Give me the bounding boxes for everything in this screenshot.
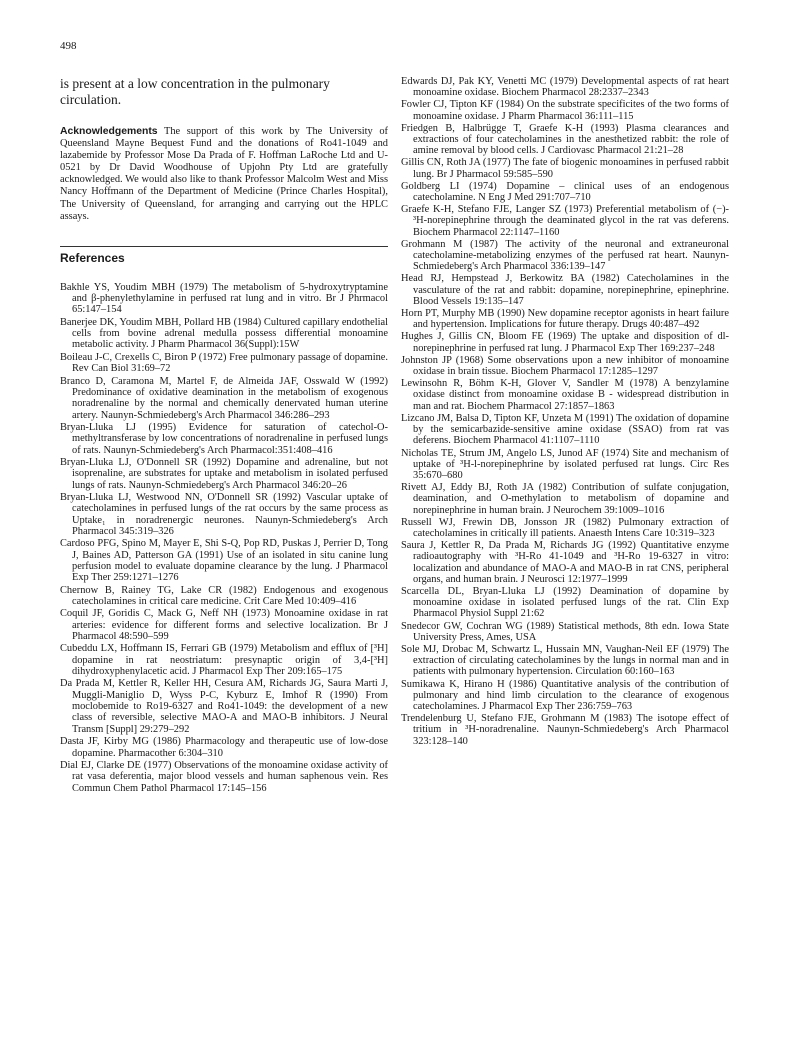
- reference-item: Edwards DJ, Pak KY, Venetti MC (1979) Developmental aspects of rat heart monoamine oxidase. Biochem Pharmacol 28:2337–2343: [401, 76, 729, 99]
- left-column: [60, 76, 388, 795]
- reference-item: Branco D, Caramona M, Martel F, de Almeida JAF, Osswald W (1992) Predominance of oxidative deamination in the metabolism of exogenous noradrenaline by the normal and chemically denervated human uterine artery. Naunyn-Schmiedeberg's Arch Pharmacol 346:286–293: [60, 375, 388, 421]
- reference-item: Sumikawa K, Hirano H (1986) Quantitative analysis of the contribution of pulmonary and hind limb circulation to the clearance of exogenous catecholamines. J Pharmacol Exp Ther 236:759–763: [401, 678, 729, 712]
- reference-item: Fowler CJ, Tipton KF (1984) On the substrate specificites of the two forms of monoamine oxidase. J Pharm Pharmacol 36:111–115: [401, 99, 729, 122]
- reference-item: Boileau J-C, Crexells C, Biron P (1972) Free pulmonary passage of dopamine. Rev Can Biol 31:69–72: [60, 351, 388, 375]
- reference-item: Hughes J, Gillis CN, Bloom FE (1969) The uptake and disposition of dl-norepinephrine in perfused rat lung. J Pharmacol Exp Ther 169:237–248: [401, 331, 729, 354]
- reference-item: Goldberg LI (1974) Dopamine – clinical uses of an endogenous catecholamine. N Eng J Med 291:707–710: [401, 180, 729, 204]
- reference-item: Trendelenburg U, Stefano FJE, Grohmann M (1983) The isotope effect of tritium in ³H-noradrenaline. Naunyn-Schmiedeberg's Arch Pharmacol 323:128–140: [401, 713, 729, 747]
- reference-list-right: [401, 76, 729, 747]
- right-column: [401, 76, 729, 748]
- reference-item: Lewinsohn R, Böhm K-H, Glover V, Sandler M (1978) A benzylamine oxidase distinct from monoamine oxidase B - widespread distribution in man and rat. Biochem Pharmacol 27:1857–1863: [401, 378, 729, 412]
- section-divider: [60, 246, 388, 247]
- page-number: 498: [60, 40, 77, 52]
- reference-item: Nicholas TE, Strum JM, Angelo LS, Junod AF (1974) Site and mechanism of uptake of ³H-l-norepinephrine by isolated perfused rat lungs. Circ Res 35:670–680: [401, 447, 729, 481]
- reference-item: Banerjee DK, Youdim MBH, Pollard HB (1984) Cultured capillary endothelial cells from bovine adrenal medulla possess differential monoamine metabolic activity. J Pharm Pharmacol 36(Suppl):15W: [60, 316, 388, 351]
- reference-item: Scarcella DL, Bryan-Lluka LJ (1992) Deamination of dopamine by monoamine oxidase in isolated perfused lungs of the rat. Clin Exp Pharmacol Physiol Suppl 21:62: [401, 585, 729, 620]
- reference-item: Bryan-Lluka LJ, Westwood NN, O'Donnell SR (1992) Vascular uptake of catecholamines in perfused lungs of the rat occurs by the same process as Uptake₁ in noradrenergic neurones. Naunyn-Schmiedeberg's Arch Pharmacol 345:319–326: [60, 491, 388, 537]
- reference-item: Friedgen B, Halbrügge T, Graefe K-H (1993) Plasma clearances and extractions of four catecholamines in the anesthetized rabbit: the role of amine removal by blood cells. J Cardiovasc Pharmacol 21:21–28: [401, 122, 729, 157]
- reference-item: Grohmann M (1987) The activity of the neuronal and extraneuronal catecholamine-metabolizing enzymes of the perfused rat heart. Naunyn-Schmiedeberg's Arch Pharmacol 336:139–147: [401, 238, 729, 273]
- acknowledgements-text: The support of this work by The University of Queensland Mayne Bequest Fund and the donations of Ro41-1049 and lazabemide by Professor Mose Da Prada of F. Hoffman LaRoche Ltd and U-0521 by Dr David Woodhouse of Upjohn Pty Ltd are gratefully acknowledged. We would also like to thank Professor Malcolm West and Miss Nancy Hoffmann of the Department of Medicine (Prince Charles Hospital), The University of Queensland, for arranging and carrying out the HPLC assays.: [60, 126, 388, 222]
- references-heading: References: [60, 250, 125, 265]
- acknowledgements-heading: Acknowledgements: [60, 126, 158, 137]
- reference-item: Sole MJ, Drobac M, Schwartz L, Hussain MN, Vaughan-Neil EF (1979) The extraction of circulating catecholamines by the lungs in normal man and in patients with pulmonary hypertension. Circulation 60:160–163: [401, 643, 729, 678]
- reference-list-left: [60, 282, 388, 794]
- reference-item: Saura J, Kettler R, Da Prada M, Richards JG (1992) Quantitative enzyme radioautography with ³H-Ro 41-1049 and ³H-Ro 19-6327 in vitro: localization and abundance of MAO-A and MAO-B in rat CNS, peripheral organs, and human brain. J Neurosci 12:1977–1999: [401, 540, 729, 585]
- reference-item: Russell WJ, Frewin DB, Jonsson JR (1982) Pulmonary extraction of catecholamines in critically ill patients. Anaesth Intens Care 10:319–323: [401, 516, 729, 539]
- reference-item: Bryan-Lluka LJ (1995) Evidence for saturation of catechol-O-methyltransferase by low concentrations of noradrenaline in perfused lungs of rats. Naunyn-Schmiedeberg's Arch Pharmacol:351:408–416: [60, 421, 388, 456]
- reference-item: Dasta JF, Kirby MG (1986) Pharmacology and therapeutic use of low-dose dopamine. Pharmacother 6:304–310: [60, 736, 388, 759]
- reference-item: Graefe K-H, Stefano FJE, Langer SZ (1973) Preferential metabolism of (−)-³H-norepinephrine through the deaminated glycol in the rat vas deferens. Biochem Pharmacol 22:1147–1160: [401, 204, 729, 238]
- reference-item: Johnston JP (1968) Some observations upon a new inhibitor of monoamine oxidase in brain tissue. Biochem Pharmacol 17:1285–1297: [401, 354, 729, 378]
- reference-item: Lizcano JM, Balsa D, Tipton KF, Unzeta M (1991) The oxidation of dopamine by the semicarbazide-sensitive amine oxidase (SSAO) from rat vas deferens. Biochem Pharmacol 41:1107–1110: [401, 412, 729, 447]
- reference-item: Cardoso PFG, Spino M, Mayer E, Shi S-Q, Pop RD, Puskas J, Perrier D, Tong J, Baines AD, Patterson GA (1991) Use of an isolated in situ canine lung perfusion model to evaluate dopamine clearance by the lung. J Pharmacol Exp Ther 259:1271–1276: [60, 538, 388, 584]
- reference-item: Gillis CN, Roth JA (1977) The fate of biogenic monoamines in perfused rabbit lung. Br J Pharmacol 59:585–590: [401, 157, 729, 180]
- reference-item: Snedecor GW, Cochran WG (1989) Statistical methods, 8th edn. Iowa State University Press, Ames, USA: [401, 620, 729, 643]
- reference-item: Bryan-Lluka LJ, O'Donnell SR (1992) Dopamine and adrenaline, but not isoprenaline, are substrates for uptake and metabolism in isolated perfused lungs of rats. Naunyn-Schmiedeberg's Arch Pharmacol 346:20–26: [60, 456, 388, 491]
- reference-item: Bakhle YS, Youdim MBH (1979) The metabolism of 5-hydroxytryptamine and β-phenylethylamine in perfused rat lung and in vitro. Br J Phrmacol 65:147–154: [60, 281, 388, 316]
- reference-item: Cubeddu LX, Hoffmann IS, Ferrari GB (1979) Metabolism and efflux of [³H] dopamine in rat neostriatum: presynaptic origin of 3,4-[³H] dihydroxyphenylacetic acid. J Pharmacol Exp Ther 209:165–175: [60, 643, 388, 678]
- reference-item: Horn PT, Murphy MB (1990) New dopamine receptor agonists in heart failure and hypertension. Implications for future therapy. Drugs 40:487–492: [401, 308, 729, 331]
- reference-item: Coquil JF, Goridis C, Mack G, Neff NH (1973) Monoamine oxidase in rat arteries: evidence for different forms and selective localization. Br J Pharmacol 48:590–599: [60, 608, 388, 643]
- reference-item: Da Prada M, Kettler R, Keller HH, Cesura AM, Richards JG, Saura Marti J, Muggli-Maniglio D, Wyss P-C, Kyburz E, Imhof R (1990) From moclobemide to Ro19-6327 and Ro41-1049: the development of a new class of reversible, selective MAO-A and MAO-B inhibitors. J Neural Transm [Suppl] 29:279–292: [60, 678, 388, 735]
- intro-paragraph: is present at a low concentration in the pulmonary circulation.: [60, 76, 330, 107]
- reference-item: Chernow B, Rainey TG, Lake CR (1982) Endogenous and exogenous catecholamines in critical care medicine. Crit Care Med 10:409–416: [60, 584, 388, 608]
- reference-item: Head RJ, Hempstead J, Berkowitz BA (1982) Catecholamines in the vasculature of the rat and rabbit: dopamine, norepinephrine, epinephrine. Blood Vessels 19:135–147: [401, 273, 729, 307]
- reference-item: Dial EJ, Clarke DE (1977) Observations of the monoamine oxidase activity of rat vasa deferentia, major blood vessels and human saphenous vein. Res Commun Chem Pathol Pharmacol 17:145–156: [60, 759, 388, 794]
- acknowledgements-paragraph: [60, 126, 388, 223]
- reference-item: Rivett AJ, Eddy BJ, Roth JA (1982) Contribution of sulfate conjugation, deamination, and O-methylation to metabolism of dopamine and norepinephrine in human brain. J Neurochem 39:1009–1016: [401, 482, 729, 516]
